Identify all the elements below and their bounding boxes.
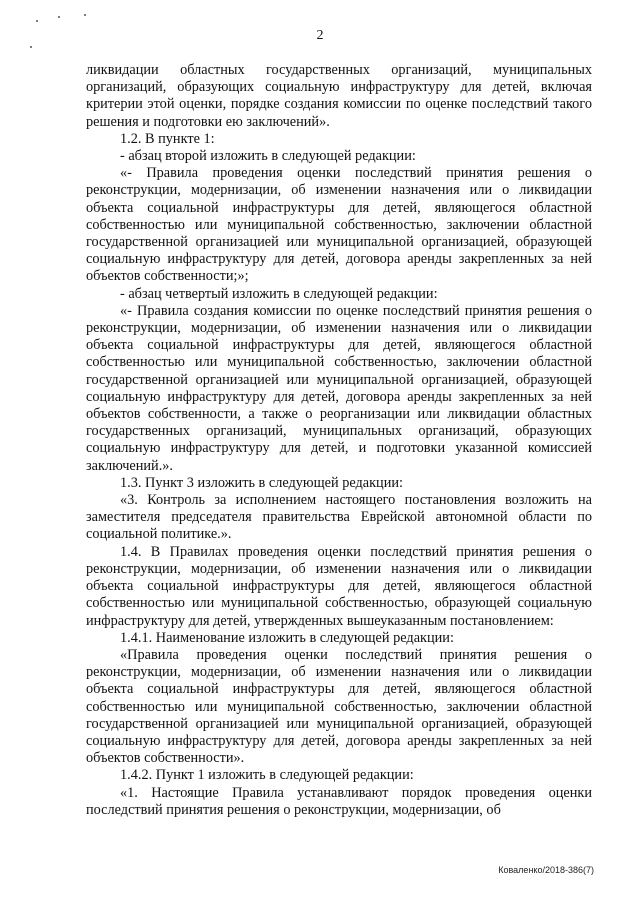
paragraph: 1.4.2. Пункт 1 изложить в следующей редакции: <box>120 767 414 784</box>
document-body <box>86 62 592 819</box>
paragraph: ликвидации областных государственных организаций, муниципальных организаций, образующих социальную инфраструктуру для детей, включая критерии этой оценки, порядке создания комиссии по оценке последствий такого решения и подготовки ею заключений». <box>86 62 592 130</box>
scan-speck <box>84 14 86 16</box>
scan-speck <box>30 46 32 48</box>
paragraph: - абзац второй изложить в следующей редакции: <box>120 148 416 165</box>
scan-speck <box>36 20 38 22</box>
paragraph: «Правила проведения оценки последствий принятия решения о реконструкции, модернизации, об изменении назначения или о ликвидации объекта социальной инфраструктуры для детей, являющегося областной собственностью или муниципальной собственностью, заключении областной государственной организацией или муниципальной организацией, образующей социальную инфраструктуру для детей, договора аренды закрепленных за ней объектов собственности». <box>86 646 592 767</box>
paragraph: «- Правила проведения оценки последствий принятия решения о реконструкции, модернизации, об изменении назначения или о ликвидации объекта социальной инфраструктуры для детей, являющегося областной собственностью или муниципальной собственностью, заключении областной государственной организацией или муниципальной организацией, образующей социальную инфраструктуру для детей, договора аренды закрепленных за ней объектов собственности;»; <box>86 165 592 285</box>
paragraph: «1. Настоящие Правила устанавливают порядок проведения оценки последствий принятия решения о реконструкции, модернизации, об <box>86 784 592 818</box>
scan-speck <box>58 16 60 18</box>
page-number: 2 <box>316 28 324 43</box>
paragraph: 1.4. В Правилах проведения оценки последствий принятия решения о реконструкции, модернизации, об изменении назначения или о ликвидации объекта социальной инфраструктуры для детей, являющегося областной собственностью или муниципальной собственностью, образующей социальную инфраструктуру для детей, утвержденных вышеуказанным постановлением: <box>86 543 592 629</box>
paragraph: «3. Контроль за исполнением настоящего постановления возложить на заместителя председателя правительства Еврейской автономной области по социальной политике.». <box>86 492 592 543</box>
paragraph: 1.4.1. Наименование изложить в следующей редакции: <box>120 629 454 646</box>
paragraph: 1.2. В пункте 1: <box>120 130 215 147</box>
paragraph: «- Правила создания комиссии по оценке последствий принятия решения о реконструкции, модернизации, об изменении назначения или о ликвидации объекта социальной инфраструктуры для детей, являющегося областной собственностью или муниципальной собственностью, заключении областной государственной организацией или муниципальной организацией, образующей социальную инфраструктуру для детей, договора аренды закрепленных за ней объектов собственности, а также о реорганизации или ликвидации областных государственных организаций, муниципальных организаций, образующих социальную инфраструктуру для детей, и подготовки указанной комиссией заключений.». <box>86 302 592 474</box>
footer-stamp: Коваленко/2018-386(7) <box>498 865 594 875</box>
paragraph: - абзац четвертый изложить в следующей редакции: <box>120 285 438 302</box>
paragraph: 1.3. Пункт 3 изложить в следующей редакции: <box>120 474 403 491</box>
